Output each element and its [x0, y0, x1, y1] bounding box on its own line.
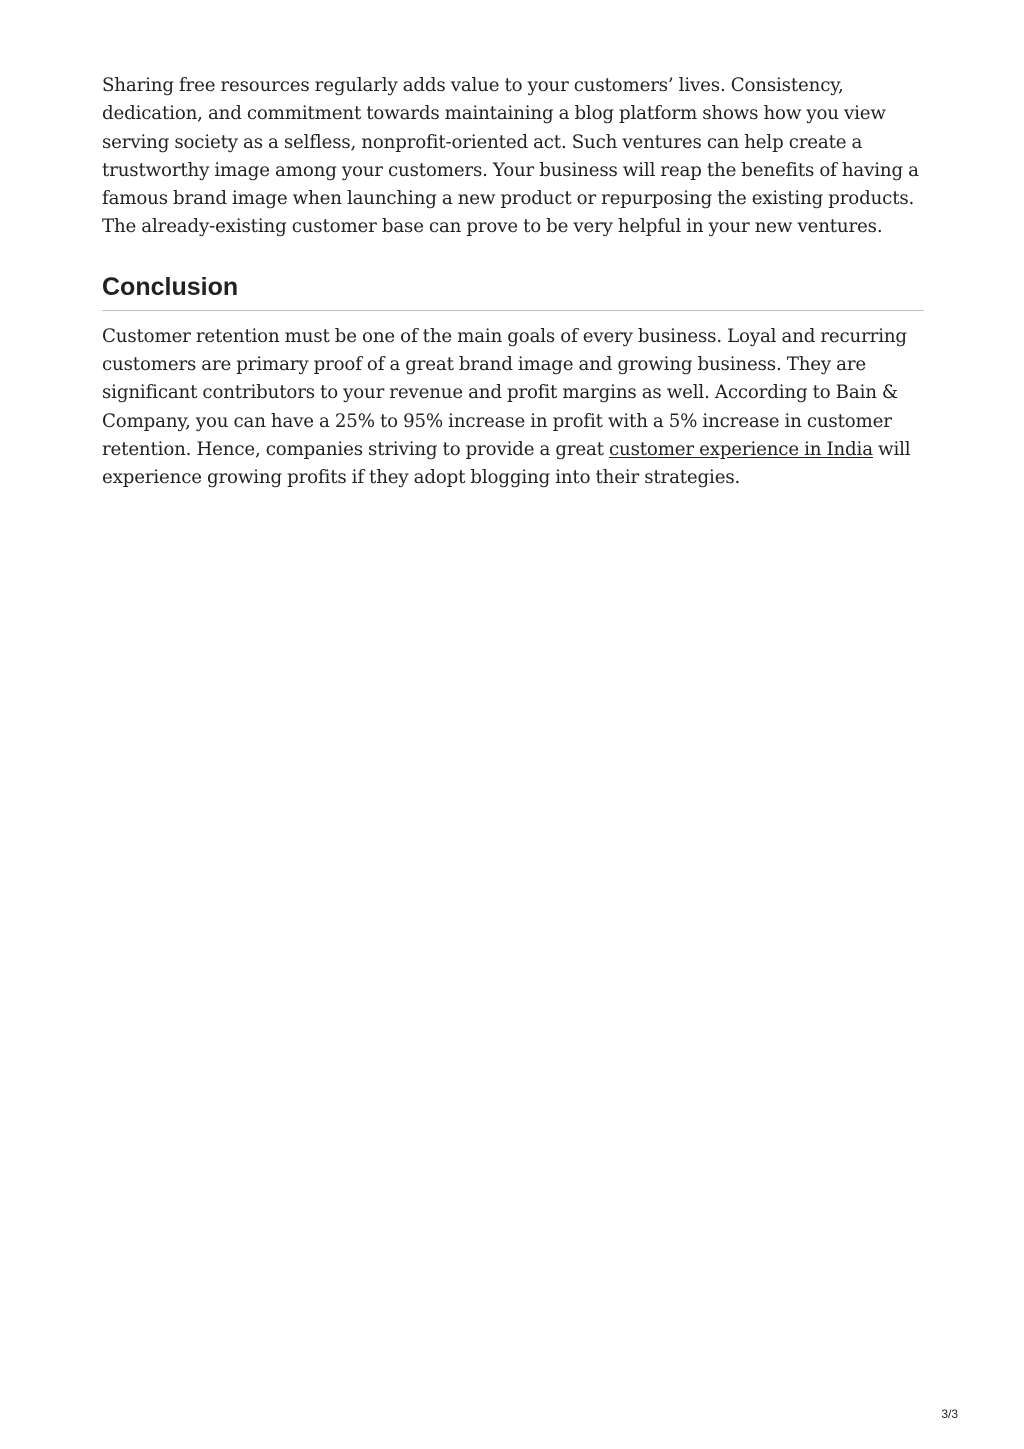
paragraph-sharing-resources: Sharing free resources regularly adds value to your customers’ lives. Consistency, dedication, and commitment towards maintaining a blog platform shows how you view serving society as a selfless, nonprofit-oriented act. Such ventures can help create a trustworthy image among your customers. Your business will reap the benefits of having a famous brand image when launching a new product or repurposing the existing products. The already-existing customer base can prove to be very helpful in your new ventures.: [102, 75, 919, 238]
page-number: 3/3: [941, 1407, 958, 1421]
conclusion-text-end: will experience growing profits if they adopt blogging into their strategies.: [102, 438, 911, 489]
customer-experience-link[interactable]: customer experience in India: [608, 438, 873, 460]
conclusion-heading: Conclusion: [102, 272, 924, 311]
paragraph-conclusion: [102, 323, 924, 493]
article-content: [102, 72, 924, 493]
conclusion-text-start: Customer retention must be one of the main goals of every business. Loyal and recurring customers are primary proof of a great brand image and growing business. They are significant contributors to your revenue and profit margins as well. According to Bain & Company, you can have a 25% to 95% increase in profit with a 5% increase in customer retention. Hence, companies striving to provide a great: [102, 325, 907, 460]
